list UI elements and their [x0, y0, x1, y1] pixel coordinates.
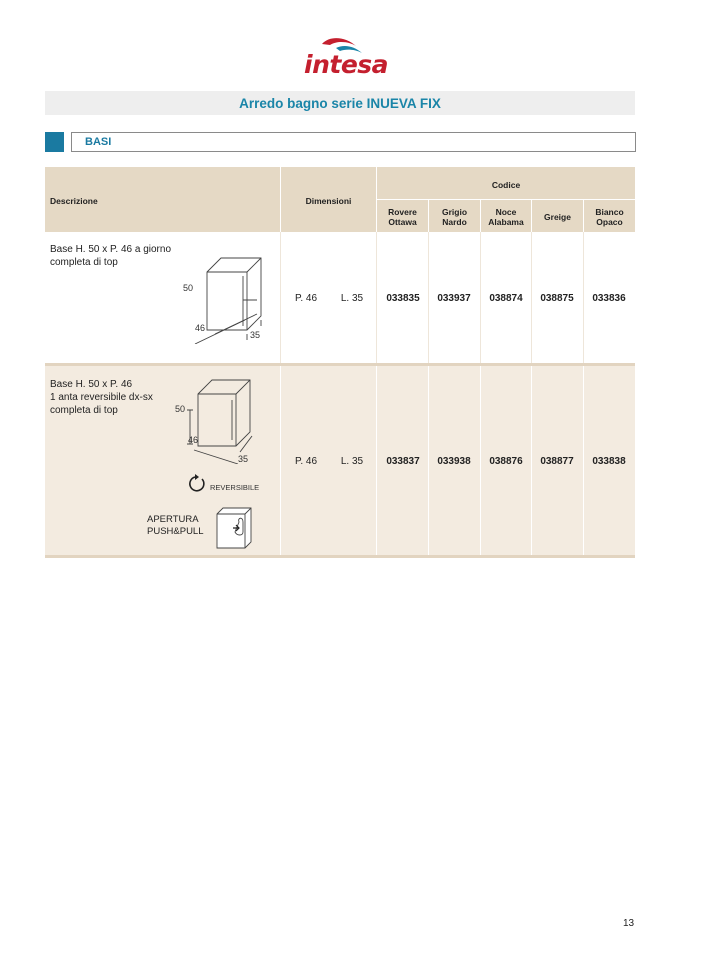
dim-p: P. 46 — [294, 456, 318, 467]
dim-l: L. 35 — [340, 456, 364, 467]
dimension-width: 35 — [238, 454, 249, 464]
header-color-bianco: Bianco Opaco — [595, 207, 624, 227]
header-dimensioni: Dimensioni — [305, 196, 352, 206]
header-divider — [280, 167, 281, 232]
dimension-depth: 46 — [195, 323, 206, 333]
code-grigio: 033937 — [437, 293, 471, 304]
dim-l: L. 35 — [340, 293, 364, 304]
section-header — [45, 132, 635, 152]
title-bar — [45, 91, 635, 115]
header-color-greige: Greige — [544, 212, 571, 222]
reversible-label: REVERSIBILE — [210, 483, 260, 492]
table-row — [45, 232, 635, 363]
closed-base-drawing — [180, 374, 270, 464]
code-rovere: 033835 — [386, 293, 420, 304]
row-description: Base H. 50 x P. 46 a giorno completa di top — [50, 244, 172, 268]
header-descrizione: Descrizione — [50, 196, 98, 206]
code-noce: 038874 — [489, 293, 523, 304]
code-bianco: 033838 — [592, 456, 626, 467]
section-title: BASI — [85, 136, 112, 148]
header-divider — [377, 199, 635, 200]
code-rovere: 033837 — [386, 456, 420, 467]
code-noce: 038876 — [489, 456, 523, 467]
section-marker — [45, 132, 64, 152]
intesa-logo — [300, 36, 390, 86]
header-color-grigio: Grigio Nardo — [441, 207, 468, 227]
dim-p: P. 46 — [294, 293, 318, 304]
rotate-reversible-icon — [187, 474, 207, 494]
apertura-label: APERTURA PUSH&PULL — [147, 514, 204, 537]
brand-name: intesa — [304, 50, 389, 79]
code-greige: 038875 — [540, 293, 574, 304]
dimension-height: 50 — [183, 283, 194, 293]
row-description: Base H. 50 x P. 46 1 anta reversibile dx-sx completa di top — [50, 379, 153, 416]
dimension-height: 50 — [175, 404, 186, 414]
dimension-width: 35 — [250, 330, 261, 340]
code-greige: 038877 — [540, 456, 574, 467]
table-row — [45, 363, 635, 558]
code-bianco: 033836 — [592, 293, 626, 304]
page-number: 13 — [623, 918, 635, 929]
page-title: Arredo bagno serie INUEVA FIX — [239, 95, 441, 111]
header-color-rovere: Rovere Ottawa — [388, 207, 417, 227]
push-pull-icon — [213, 504, 255, 550]
table-header — [45, 167, 635, 232]
dimension-depth: 46 — [188, 435, 199, 445]
header-color-noce: Noce Alabama — [488, 207, 524, 227]
header-codice: Codice — [491, 180, 521, 190]
code-grigio: 033938 — [437, 456, 471, 467]
section-title-box — [71, 132, 636, 152]
